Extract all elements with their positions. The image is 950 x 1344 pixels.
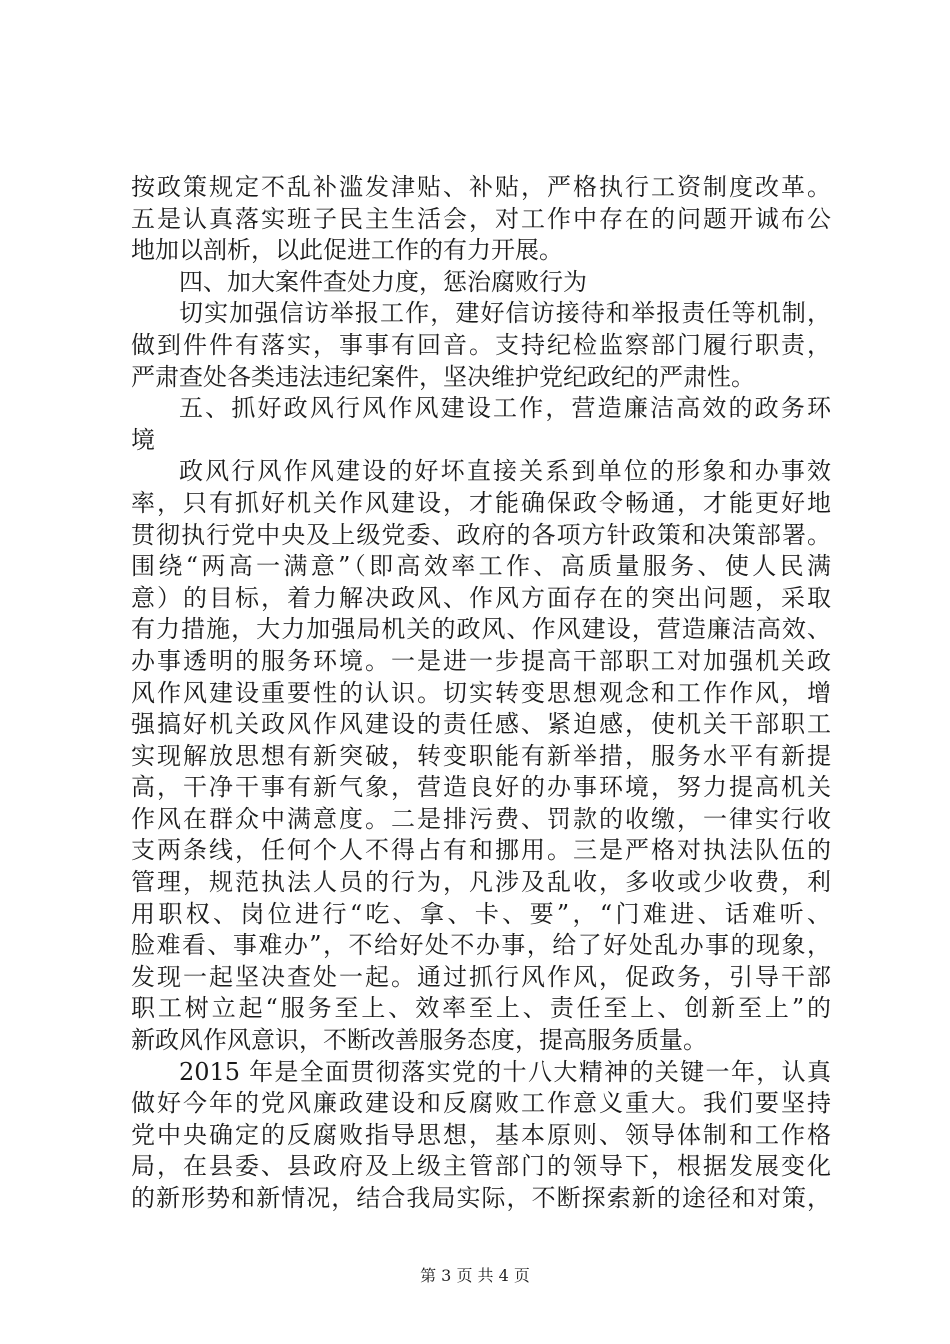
text-line: 职工树立起“服务至上、效率至上、责任至上、创新至上”的 — [131, 994, 831, 1023]
text-line: 2015 年是全面贯彻落实党的十八大精神的关键一年，认真 — [179, 1057, 831, 1086]
text-line: 有力措施，大力加强局机关的政风、作风建设，营造廉洁高效、 — [131, 615, 831, 644]
text-line: 作风在群众中满意度。二是排污费、罚款的收缴，一律实行收 — [131, 804, 831, 833]
text-line: 党中央确定的反腐败指导思想，基本原则、领导体制和工作格 — [131, 1120, 831, 1149]
text-line: 办事透明的服务环境。一是进一步提高干部职工对加强机关政 — [131, 646, 831, 675]
text-line: 脸难看、事难办”，不给好处不办事，给了好处乱办事的现象， — [131, 931, 831, 960]
text-line: 用职权、岗位进行“吃、拿、卡、要”，“门难进、话难听、 — [131, 899, 831, 928]
text-line: 局，在县委、县政府及上级主管部门的领导下，根据发展变化 — [131, 1152, 831, 1181]
text-line: 支两条线，任何个人不得占有和挪用。三是严格对执法队伍的 — [131, 836, 831, 865]
text-line: 贯彻执行党中央及上级党委、政府的各项方针政策和决策部署。 — [131, 520, 831, 549]
page-number: 第 3 页 共 4 页 — [420, 1266, 530, 1285]
text-line: 政风行风作风建设的好坏直接关系到单位的形象和办事效 — [179, 457, 831, 486]
text-line: 严肃查处各类违法违纪案件，坚决维护党纪政纪的严肃性。 — [131, 362, 755, 391]
text-line: 五是认真落实班子民主生活会，对工作中存在的问题开诚布公 — [131, 204, 831, 233]
text-line: 按政策规定不乱补滥发津贴、补贴，严格执行工资制度改革。 — [131, 173, 831, 201]
text-line: 意）的目标，着力解决政风、作风方面存在的突出问题，采取 — [131, 583, 831, 612]
text-line: 的新形势和新情况，结合我局实际，不断探索新的途径和对策， — [131, 1184, 831, 1212]
text-line: 做到件件有落实，事事有回音。支持纪检监察部门履行职责， — [131, 330, 831, 359]
text-line: 五、抓好政风行风作风建设工作，营造廉洁高效的政务环 — [179, 394, 831, 423]
document-body — [131, 172, 831, 1215]
text-line: 管理，规范执法人员的行为，凡涉及乱收，多收或少收费，利 — [131, 868, 831, 897]
text-line: 新政风作风意识，不断改善服务态度，提高服务质量。 — [131, 1026, 707, 1055]
text-line: 风作风建设重要性的认识。切实转变思想观念和工作作风，增 — [131, 678, 831, 707]
text-line: 实现解放思想有新突破，转变职能有新举措，服务水平有新提 — [131, 741, 831, 770]
text-line: 率，只有抓好机关作风建设，才能确保政令畅通，才能更好地 — [131, 488, 831, 517]
text-line: 高，干净干事有新气象，营造良好的办事环境，努力提高机关 — [131, 773, 831, 802]
page-footer — [0, 1266, 950, 1286]
text-line: 地加以剖析，以此促进工作的有力开展。 — [131, 236, 563, 265]
text-line: 境 — [131, 425, 155, 454]
text-line: 围绕“两高一满意”（即高效率工作、高质量服务、使人民满 — [131, 552, 831, 581]
text-line: 做好今年的党风廉政建设和反腐败工作意义重大。我们要坚持 — [131, 1089, 831, 1118]
text-line: 发现一起坚决查处一起。通过抓行风作风，促政务，引导干部 — [131, 962, 831, 991]
text-line: 强搞好机关政风作风建设的责任感、紧迫感，使机关干部职工 — [131, 710, 831, 739]
text-line: 切实加强信访举报工作，建好信访接待和举报责任等机制， — [179, 299, 831, 328]
text-line: 四、加大案件查处力度，惩治腐败行为 — [179, 267, 587, 296]
